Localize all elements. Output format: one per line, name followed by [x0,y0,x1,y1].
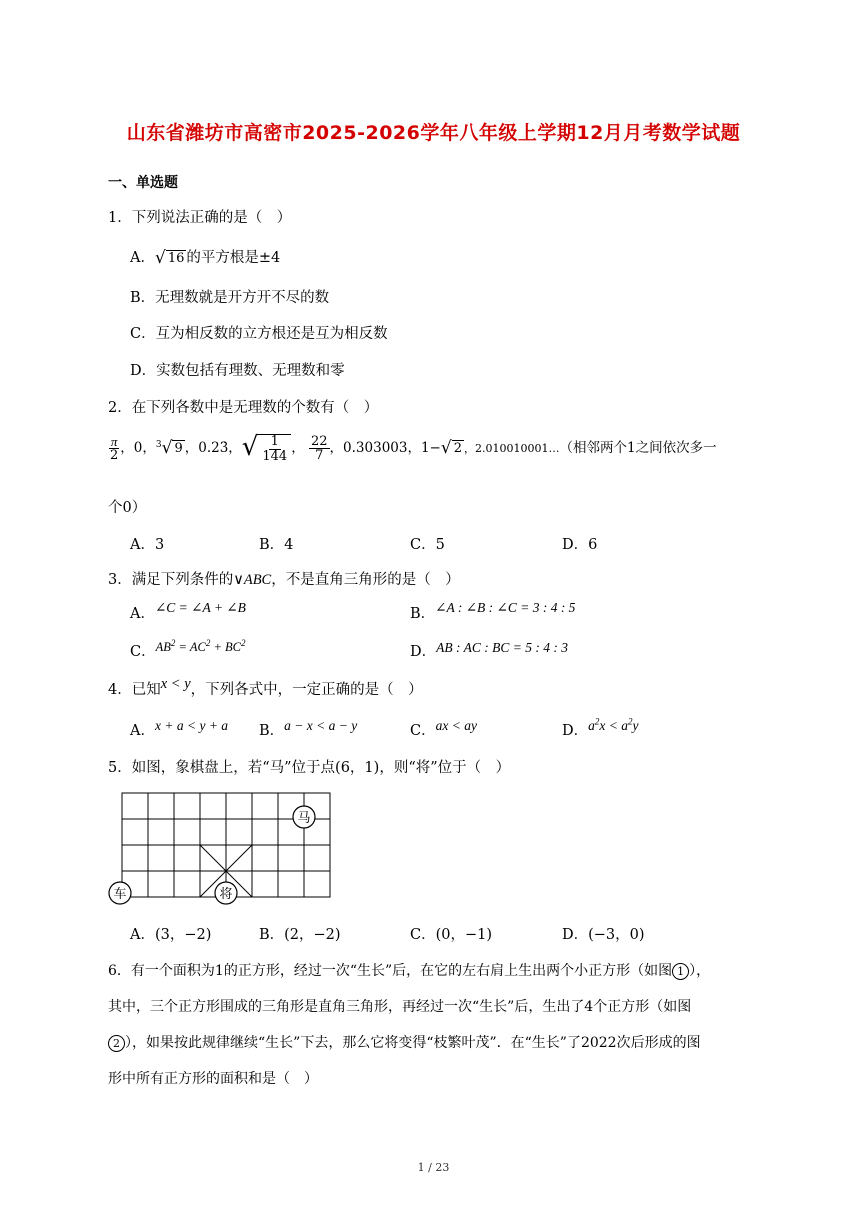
question-3-option-c: C．$AB^2 = AC^2 + BC^2$ [130,637,246,660]
chess-piece-che [109,882,131,904]
question-4-stem: 4．已知x < y，下列各式中，一定正确的是（ ） [108,676,423,698]
question-1-option-b: B．无理数就是开方开不尽的数 [130,290,330,306]
question-2-option-b: B．4 [259,537,294,553]
question-6-line-3: 2 ），如果按此规律继续“生长”下去，那么它将变得“枝繁叶茂”．在“生长”了2022次后形成的图 [108,1032,701,1052]
question-5-option-a: A．(3，−2) [130,927,212,943]
question-2-option-c: C．5 [410,537,445,553]
svg-text:车: 车 [113,887,127,902]
question-6-line-2: 其中，三个正方形围成的三角形是直角三角形，再经过一次“生长”后，生出了4个正方形（如图 [108,999,692,1015]
question-4-option-d: D．$a^2x < a^2y$ [562,716,639,739]
question-2-number-list: $\frac{\pi}{2}$ ，0， 3 √ 9 ，0.23， √ $\frac{1}{144}$ ， $\frac{22}{7}$ ，0.303003，1− √ 2 ，2.010010001…（相邻两个1之间依次多一 [110,432,717,464]
page-number: 1 / 23 [417,1161,450,1174]
question-5-stem: 5．如图，象棋盘上，若“马”位于点(6，1)，则“将”位于（ ） [108,760,511,776]
fraction-pi-over-2: $\frac{\pi}{2}$ [110,433,119,464]
question-2-option-a: A．3 [130,537,165,553]
chess-piece-jiang [215,882,237,904]
question-3-option-d: D．AB : AC : BC = 5 : 4 : 3 [410,640,568,660]
question-2-stem: 2．在下列各数中是无理数的个数有（ ） [108,400,379,416]
question-5-option-b: B．(2，−2) [259,927,341,943]
question-5-option-d: D．(−3，0) [562,927,645,943]
question-4-option-b: B．a − x < a − y [259,718,358,739]
circled-number-2: 2 [108,1035,125,1052]
radicand: 16 [167,250,185,266]
page-title: 山东省潍坊市高密市2025-2026学年八年级上学期12月月考数学试题 [126,122,741,144]
question-1-option-a [130,246,280,267]
sqrt-2: √ 2 [440,438,462,459]
chess-piece-ma [293,806,315,828]
svg-text:马: 马 [297,811,311,826]
question-3-stem: 3．满足下列条件的∨ABC，不是直角三角形的是（ ） [108,572,460,588]
question-6-line-4: 形中所有正方形的面积和是（ ） [108,1071,318,1087]
sqrt-expression: √ 16 [154,247,185,268]
question-4-option-c: C．ax < ay [410,718,477,739]
question-1-option-d: D．实数包括有理数、无理数和零 [130,363,345,379]
question-3-option-a: A．∠C = ∠A + ∠B [130,600,246,622]
circled-number-1: 1 [672,963,689,980]
section-heading: 一、单选题 [108,175,178,191]
question-1-option-c: C．互为相反数的立方根还是互为相反数 [130,326,388,342]
cube-root-expression: 3 √ 9 [155,438,183,459]
sqrt-fraction: √ $\frac{1}{144}$ [242,434,291,463]
fraction-22-over-7: $\frac{22}{7}$ [311,433,328,464]
question-4-option-a: A．x + a < y + a [130,718,229,739]
chessboard-figure [106,790,336,908]
option-text: 的平方根是±4 [186,250,281,266]
question-6-line-1: 6．有一个面积为1的正方形，经过一次“生长”后，在它的左右肩上生出两个小正方形（如图 1 ）， [108,963,711,979]
option-label: A． [130,250,155,266]
question-1-stem: 1．下列说法正确的是（ ） [108,210,292,226]
svg-text:将: 将 [219,887,233,902]
question-3-option-b: B．∠A : ∠B : ∠C = 3 : 4 : 5 [410,600,576,622]
question-2-option-d: D．6 [562,537,598,553]
question-5-option-c: C．(0，−1) [410,927,493,943]
question-2-tail: 个0） [108,500,147,516]
